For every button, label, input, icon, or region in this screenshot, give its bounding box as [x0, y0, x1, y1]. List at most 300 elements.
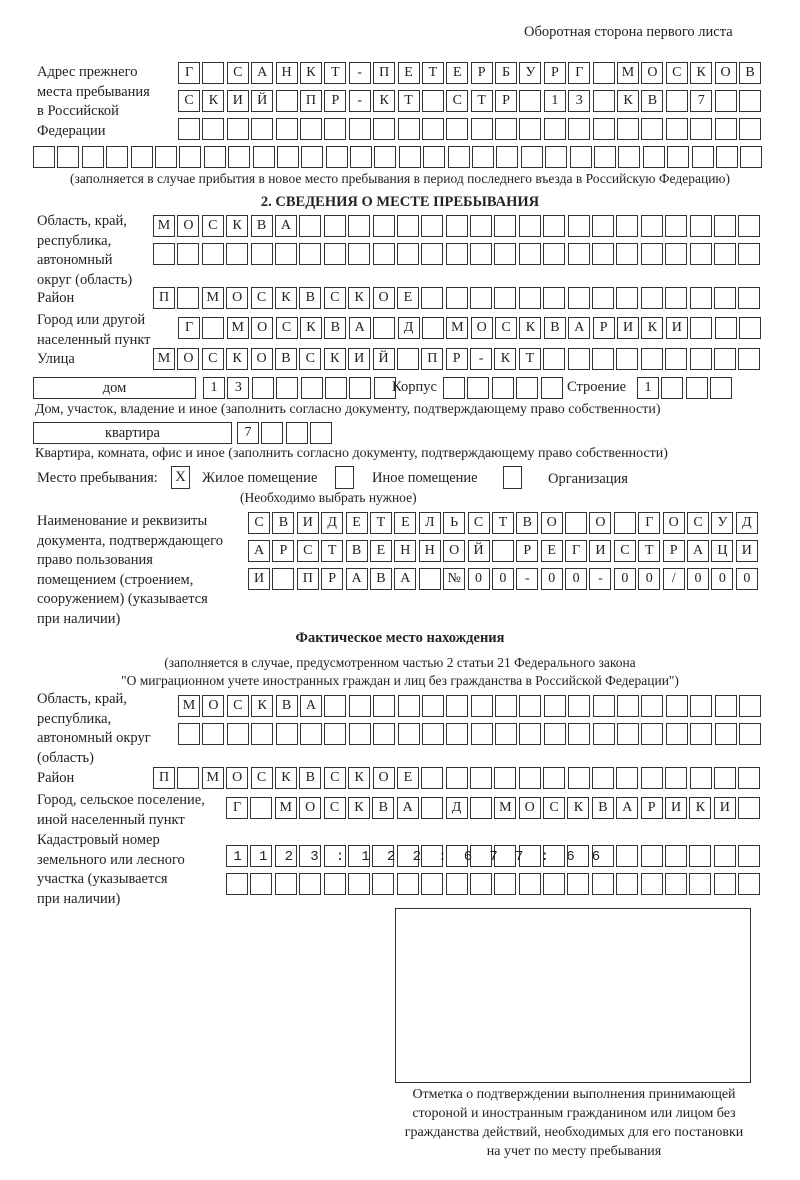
char-cell[interactable]: -	[349, 90, 371, 112]
char-cell[interactable]: С	[276, 317, 298, 339]
char-cell[interactable]	[715, 723, 737, 745]
char-cell[interactable]	[443, 377, 465, 399]
char-cell[interactable]	[422, 723, 444, 745]
char-cell[interactable]: Е	[394, 512, 416, 534]
char-cell[interactable]	[641, 348, 663, 370]
char-cell[interactable]: О	[373, 287, 395, 309]
checkbox-other-premises[interactable]	[335, 466, 354, 489]
char-cell[interactable]	[665, 243, 687, 265]
char-cell[interactable]: А	[300, 695, 322, 717]
char-cell[interactable]: С	[248, 512, 270, 534]
char-cell[interactable]: Т	[422, 62, 444, 84]
char-cell[interactable]	[251, 723, 273, 745]
char-cell[interactable]: С	[468, 512, 490, 534]
char-cell[interactable]	[277, 146, 299, 168]
char-cell[interactable]: В	[516, 512, 538, 534]
char-cell[interactable]	[250, 797, 272, 819]
char-cell[interactable]: О	[443, 540, 465, 562]
char-cell[interactable]	[178, 118, 200, 140]
char-cell[interactable]	[261, 422, 283, 444]
char-cell[interactable]: С	[202, 348, 224, 370]
char-cell[interactable]	[33, 146, 55, 168]
char-cell[interactable]	[57, 146, 79, 168]
char-cell[interactable]	[690, 118, 712, 140]
char-cell[interactable]	[421, 873, 443, 895]
char-cell[interactable]: О	[251, 348, 273, 370]
char-cell[interactable]: 1	[203, 377, 225, 399]
checkbox-organization[interactable]	[503, 466, 522, 489]
char-cell[interactable]: А	[397, 797, 419, 819]
char-cell[interactable]: С	[251, 767, 273, 789]
char-cell[interactable]	[519, 287, 541, 309]
char-cell[interactable]: Р	[321, 568, 343, 590]
char-cell[interactable]	[470, 287, 492, 309]
char-cell[interactable]	[714, 873, 736, 895]
char-cell[interactable]: М	[494, 797, 516, 819]
char-cell[interactable]	[544, 118, 566, 140]
char-cell[interactable]	[299, 243, 321, 265]
char-cell[interactable]	[666, 695, 688, 717]
char-cell[interactable]	[690, 243, 712, 265]
char-cell[interactable]	[272, 568, 294, 590]
char-cell[interactable]: В	[544, 317, 566, 339]
char-cell[interactable]: Т	[324, 62, 346, 84]
char-cell[interactable]	[470, 243, 492, 265]
char-cell[interactable]	[641, 767, 663, 789]
char-cell[interactable]: О	[641, 62, 663, 84]
char-cell[interactable]	[226, 873, 248, 895]
char-cell[interactable]: К	[275, 767, 297, 789]
char-cell[interactable]	[739, 695, 761, 717]
char-cell[interactable]	[519, 767, 541, 789]
char-cell[interactable]	[616, 767, 638, 789]
char-cell[interactable]	[592, 287, 614, 309]
char-cell[interactable]	[399, 146, 421, 168]
char-cell[interactable]	[276, 723, 298, 745]
char-cell[interactable]	[714, 845, 736, 867]
char-cell[interactable]	[715, 90, 737, 112]
char-cell[interactable]: М	[153, 215, 175, 237]
char-cell[interactable]: С	[227, 695, 249, 717]
char-cell[interactable]	[202, 317, 224, 339]
char-cell[interactable]	[422, 317, 444, 339]
char-cell[interactable]: И	[227, 90, 249, 112]
char-cell[interactable]: Е	[397, 287, 419, 309]
char-cell[interactable]: К	[519, 317, 541, 339]
char-cell[interactable]	[179, 146, 201, 168]
char-cell[interactable]: К	[300, 317, 322, 339]
char-cell[interactable]	[446, 287, 468, 309]
char-cell[interactable]	[398, 723, 420, 745]
char-cell[interactable]: 0	[565, 568, 587, 590]
char-cell[interactable]: В	[299, 287, 321, 309]
char-cell[interactable]: О	[202, 695, 224, 717]
char-cell[interactable]: Р	[272, 540, 294, 562]
char-cell[interactable]	[495, 695, 517, 717]
char-cell[interactable]	[616, 243, 638, 265]
char-cell[interactable]	[250, 873, 272, 895]
char-cell[interactable]	[617, 723, 639, 745]
char-cell[interactable]	[348, 873, 370, 895]
char-cell[interactable]: К	[690, 62, 712, 84]
char-cell[interactable]	[397, 215, 419, 237]
char-cell[interactable]	[665, 287, 687, 309]
char-cell[interactable]: М	[202, 287, 224, 309]
char-cell[interactable]	[495, 118, 517, 140]
char-cell[interactable]	[326, 146, 348, 168]
char-cell[interactable]	[738, 243, 760, 265]
char-cell[interactable]	[421, 287, 443, 309]
char-cell[interactable]	[661, 377, 683, 399]
char-cell[interactable]: О	[715, 62, 737, 84]
char-cell[interactable]: Н	[276, 62, 298, 84]
char-cell[interactable]: Р	[516, 540, 538, 562]
char-cell[interactable]	[227, 723, 249, 745]
char-cell[interactable]: Е	[541, 540, 563, 562]
char-cell[interactable]: Р	[544, 62, 566, 84]
char-cell[interactable]	[665, 873, 687, 895]
char-cell[interactable]: И	[348, 348, 370, 370]
char-cell[interactable]: С	[202, 215, 224, 237]
char-cell[interactable]	[716, 146, 738, 168]
char-cell[interactable]	[618, 146, 640, 168]
char-cell[interactable]	[310, 422, 332, 444]
char-cell[interactable]	[715, 695, 737, 717]
char-cell[interactable]: 3	[227, 377, 249, 399]
char-cell[interactable]: К	[567, 797, 589, 819]
char-cell[interactable]	[665, 215, 687, 237]
char-cell[interactable]: Т	[370, 512, 392, 534]
char-cell[interactable]: В	[276, 695, 298, 717]
char-cell[interactable]: О	[589, 512, 611, 534]
char-cell[interactable]	[423, 146, 445, 168]
char-cell[interactable]: Д	[321, 512, 343, 534]
char-cell[interactable]: Г	[638, 512, 660, 534]
char-cell[interactable]: Б	[495, 62, 517, 84]
char-cell[interactable]: К	[251, 695, 273, 717]
char-cell[interactable]	[543, 348, 565, 370]
char-cell[interactable]: Й	[373, 348, 395, 370]
char-cell[interactable]: К	[275, 287, 297, 309]
char-cell[interactable]	[568, 287, 590, 309]
char-cell[interactable]	[567, 873, 589, 895]
char-cell[interactable]: С	[227, 62, 249, 84]
char-cell[interactable]	[324, 873, 346, 895]
char-cell[interactable]	[568, 348, 590, 370]
char-cell[interactable]	[592, 243, 614, 265]
char-cell[interactable]	[641, 118, 663, 140]
char-cell[interactable]	[472, 146, 494, 168]
char-cell[interactable]: С	[614, 540, 636, 562]
char-cell[interactable]	[666, 90, 688, 112]
char-cell[interactable]	[495, 723, 517, 745]
char-cell[interactable]	[568, 215, 590, 237]
char-cell[interactable]: С	[324, 797, 346, 819]
char-cell[interactable]: И	[665, 797, 687, 819]
char-cell[interactable]: А	[687, 540, 709, 562]
char-cell[interactable]	[446, 118, 468, 140]
char-cell[interactable]	[299, 215, 321, 237]
char-cell[interactable]: Г	[568, 62, 590, 84]
char-cell[interactable]: К	[324, 348, 346, 370]
char-cell[interactable]	[690, 287, 712, 309]
char-cell[interactable]: Т	[321, 540, 343, 562]
char-cell[interactable]	[494, 215, 516, 237]
char-cell[interactable]	[397, 348, 419, 370]
char-cell[interactable]	[714, 243, 736, 265]
char-cell[interactable]: Л	[419, 512, 441, 534]
char-cell[interactable]	[593, 90, 615, 112]
char-cell[interactable]: Г	[178, 62, 200, 84]
char-cell[interactable]	[421, 243, 443, 265]
char-cell[interactable]: О	[251, 317, 273, 339]
char-cell[interactable]	[446, 723, 468, 745]
char-cell[interactable]	[541, 377, 563, 399]
char-cell[interactable]	[641, 243, 663, 265]
char-cell[interactable]	[177, 243, 199, 265]
char-cell[interactable]: А	[346, 568, 368, 590]
char-cell[interactable]: П	[300, 90, 322, 112]
char-cell[interactable]: С	[543, 797, 565, 819]
char-cell[interactable]	[155, 146, 177, 168]
char-cell[interactable]	[494, 243, 516, 265]
char-cell[interactable]	[398, 695, 420, 717]
char-cell[interactable]	[373, 215, 395, 237]
char-cell[interactable]	[106, 146, 128, 168]
char-cell[interactable]: 1	[544, 90, 566, 112]
char-cell[interactable]: О	[226, 287, 248, 309]
char-cell[interactable]: В	[641, 90, 663, 112]
char-cell[interactable]	[202, 118, 224, 140]
char-cell[interactable]	[325, 377, 347, 399]
char-cell[interactable]	[738, 845, 760, 867]
char-cell[interactable]: М	[617, 62, 639, 84]
char-cell[interactable]	[643, 146, 665, 168]
char-cell[interactable]	[570, 146, 592, 168]
char-cell[interactable]	[446, 873, 468, 895]
char-cell[interactable]	[275, 243, 297, 265]
char-cell[interactable]	[301, 377, 323, 399]
char-cell[interactable]: О	[663, 512, 685, 534]
char-cell[interactable]	[446, 695, 468, 717]
char-cell[interactable]: О	[541, 512, 563, 534]
char-cell[interactable]: Т	[638, 540, 660, 562]
char-cell[interactable]: Ь	[443, 512, 465, 534]
char-cell[interactable]: Е	[370, 540, 392, 562]
char-cell[interactable]	[616, 287, 638, 309]
char-cell[interactable]	[740, 146, 762, 168]
char-cell[interactable]	[568, 767, 590, 789]
char-cell[interactable]	[373, 317, 395, 339]
char-cell[interactable]	[616, 873, 638, 895]
char-cell[interactable]: С	[446, 90, 468, 112]
char-cell[interactable]	[494, 873, 516, 895]
char-cell[interactable]: Р	[641, 797, 663, 819]
char-cell[interactable]: В	[251, 215, 273, 237]
apartment-type-field[interactable]: квартира	[33, 422, 232, 444]
char-cell[interactable]	[131, 146, 153, 168]
char-cell[interactable]: 0	[541, 568, 563, 590]
char-cell[interactable]: К	[617, 90, 639, 112]
char-cell[interactable]	[286, 422, 308, 444]
char-cell[interactable]	[494, 767, 516, 789]
char-cell[interactable]	[177, 287, 199, 309]
char-cell[interactable]	[82, 146, 104, 168]
char-cell[interactable]: К	[348, 287, 370, 309]
char-cell[interactable]	[689, 845, 711, 867]
char-cell[interactable]: И	[617, 317, 639, 339]
char-cell[interactable]	[251, 118, 273, 140]
char-cell[interactable]	[519, 873, 541, 895]
char-cell[interactable]	[177, 767, 199, 789]
char-cell[interactable]: Р	[663, 540, 685, 562]
char-cell[interactable]: Й	[468, 540, 490, 562]
char-cell[interactable]: С	[324, 767, 346, 789]
char-cell[interactable]	[738, 287, 760, 309]
char-cell[interactable]: О	[471, 317, 493, 339]
char-cell[interactable]: В	[370, 568, 392, 590]
char-cell[interactable]	[202, 62, 224, 84]
char-cell[interactable]: А	[275, 215, 297, 237]
char-cell[interactable]: 7	[237, 422, 259, 444]
char-cell[interactable]: И	[736, 540, 758, 562]
char-cell[interactable]	[276, 118, 298, 140]
char-cell[interactable]	[641, 723, 663, 745]
char-cell[interactable]: Д	[446, 797, 468, 819]
char-cell[interactable]	[714, 348, 736, 370]
char-cell[interactable]	[324, 118, 346, 140]
char-cell[interactable]	[543, 243, 565, 265]
char-cell[interactable]: С	[687, 512, 709, 534]
char-cell[interactable]: В	[346, 540, 368, 562]
char-cell[interactable]	[592, 215, 614, 237]
char-cell[interactable]: А	[568, 317, 590, 339]
char-cell[interactable]: Р	[495, 90, 517, 112]
char-cell[interactable]	[471, 723, 493, 745]
char-cell[interactable]: В	[739, 62, 761, 84]
char-cell[interactable]	[373, 723, 395, 745]
char-cell[interactable]	[398, 118, 420, 140]
char-cell[interactable]	[641, 873, 663, 895]
char-cell[interactable]	[496, 146, 518, 168]
char-cell[interactable]	[226, 243, 248, 265]
char-cell[interactable]: 0	[614, 568, 636, 590]
char-cell[interactable]: М	[153, 348, 175, 370]
char-cell[interactable]: С	[297, 540, 319, 562]
char-cell[interactable]: И	[714, 797, 736, 819]
checkbox-residential[interactable]: Х	[171, 466, 190, 489]
char-cell[interactable]	[446, 767, 468, 789]
char-cell[interactable]: У	[711, 512, 733, 534]
char-cell[interactable]	[227, 118, 249, 140]
char-cell[interactable]	[467, 377, 489, 399]
char-cell[interactable]: О	[177, 215, 199, 237]
char-cell[interactable]	[492, 377, 514, 399]
char-cell[interactable]	[568, 695, 590, 717]
char-cell[interactable]	[739, 118, 761, 140]
char-cell[interactable]: П	[153, 287, 175, 309]
char-cell[interactable]: Ц	[711, 540, 733, 562]
char-cell[interactable]	[739, 723, 761, 745]
house-type-field[interactable]: дом	[33, 377, 196, 399]
char-cell[interactable]	[665, 348, 687, 370]
char-cell[interactable]	[204, 146, 226, 168]
char-cell[interactable]	[471, 118, 493, 140]
char-cell[interactable]	[446, 243, 468, 265]
char-cell[interactable]: К	[494, 348, 516, 370]
char-cell[interactable]	[494, 287, 516, 309]
char-cell[interactable]	[299, 873, 321, 895]
char-cell[interactable]: С	[178, 90, 200, 112]
char-cell[interactable]: -	[516, 568, 538, 590]
char-cell[interactable]: Р	[446, 348, 468, 370]
char-cell[interactable]	[568, 723, 590, 745]
char-cell[interactable]	[519, 723, 541, 745]
char-cell[interactable]: Г	[226, 797, 248, 819]
char-cell[interactable]: О	[519, 797, 541, 819]
char-cell[interactable]	[543, 767, 565, 789]
char-cell[interactable]	[593, 62, 615, 84]
char-cell[interactable]	[568, 118, 590, 140]
char-cell[interactable]	[470, 767, 492, 789]
char-cell[interactable]	[519, 215, 541, 237]
char-cell[interactable]: 0	[736, 568, 758, 590]
char-cell[interactable]	[714, 215, 736, 237]
char-cell[interactable]	[253, 146, 275, 168]
char-cell[interactable]	[373, 243, 395, 265]
char-cell[interactable]	[516, 377, 538, 399]
char-cell[interactable]	[690, 723, 712, 745]
char-cell[interactable]	[349, 723, 371, 745]
char-cell[interactable]	[519, 695, 541, 717]
char-cell[interactable]	[251, 243, 273, 265]
char-cell[interactable]: К	[373, 90, 395, 112]
char-cell[interactable]: М	[178, 695, 200, 717]
char-cell[interactable]	[616, 845, 638, 867]
char-cell[interactable]: №	[443, 568, 465, 590]
char-cell[interactable]	[545, 146, 567, 168]
char-cell[interactable]	[710, 377, 732, 399]
char-cell[interactable]	[519, 118, 541, 140]
char-cell[interactable]: Е	[398, 62, 420, 84]
char-cell[interactable]	[568, 243, 590, 265]
char-cell[interactable]	[324, 243, 346, 265]
char-cell[interactable]: К	[226, 348, 248, 370]
char-cell[interactable]	[543, 215, 565, 237]
char-cell[interactable]: О	[299, 797, 321, 819]
char-cell[interactable]: К	[300, 62, 322, 84]
char-cell[interactable]: Н	[419, 540, 441, 562]
char-cell[interactable]: Е	[397, 767, 419, 789]
char-cell[interactable]	[593, 695, 615, 717]
char-cell[interactable]	[448, 146, 470, 168]
char-cell[interactable]: Р	[593, 317, 615, 339]
char-cell[interactable]: 0	[468, 568, 490, 590]
char-cell[interactable]	[738, 348, 760, 370]
char-cell[interactable]: Г	[565, 540, 587, 562]
char-cell[interactable]	[301, 146, 323, 168]
char-cell[interactable]: -	[470, 348, 492, 370]
char-cell[interactable]	[397, 243, 419, 265]
char-cell[interactable]: 1	[637, 377, 659, 399]
char-cell[interactable]	[641, 215, 663, 237]
char-cell[interactable]: М	[275, 797, 297, 819]
char-cell[interactable]: К	[226, 215, 248, 237]
char-cell[interactable]	[300, 723, 322, 745]
char-cell[interactable]	[690, 317, 712, 339]
char-cell[interactable]	[617, 695, 639, 717]
char-cell[interactable]: В	[372, 797, 394, 819]
